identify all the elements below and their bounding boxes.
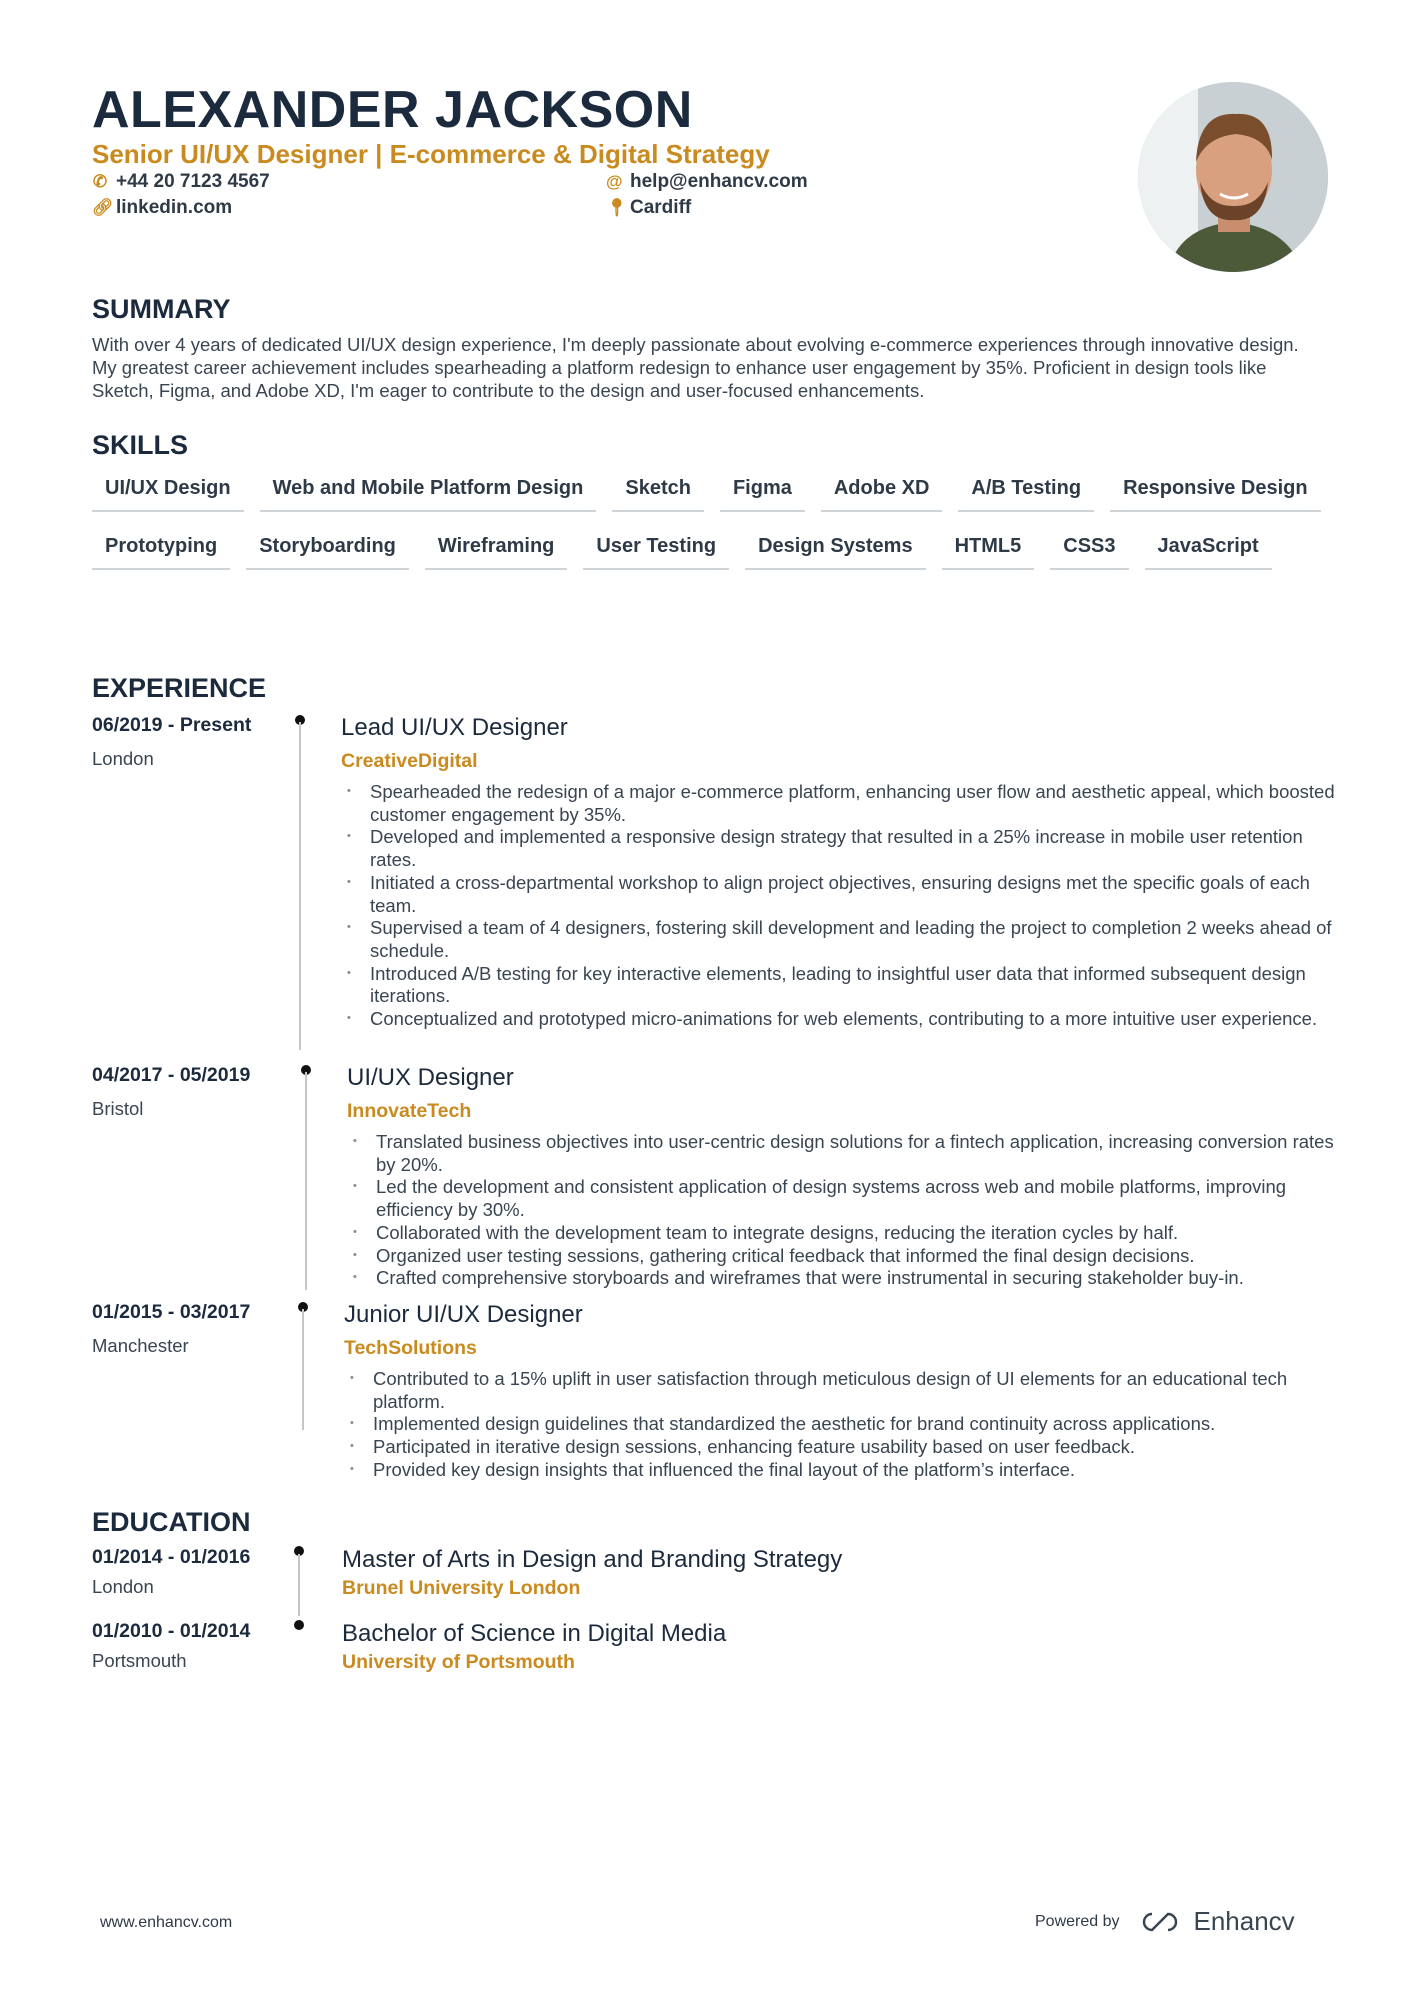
experience-heading: EXPERIENCE (92, 673, 267, 703)
bullet-item: • Spearheaded the redesign of a major e-commerce platform, enhancing user flow and aesthetic appeal, which boosted customer engagement by 35%. (341, 781, 1337, 826)
location-text: Cardiff (630, 197, 692, 218)
website-link[interactable]: www.enhancv.com (100, 1914, 233, 1931)
skill-tag: CSS3 (1050, 533, 1128, 570)
summary-heading: SUMMARY (92, 294, 231, 324)
bullet-list (344, 1368, 1337, 1482)
skills-list (92, 475, 1332, 570)
bullet-item: • Developed and implemented a responsive design strategy that resulted in a 25% increase in mobile user retention rates. (341, 826, 1337, 871)
bullet-item: • Contributed to a 15% uplift in user satisfaction through meticulous design of UI elements for an educational tech platform. (344, 1368, 1337, 1413)
location (606, 197, 691, 219)
bullet-item: • Conceptualized and prototyped micro-animations for web elements, contributing to a more intuitive user experience. (341, 1008, 1337, 1031)
skill-tag: UI/UX Design (92, 475, 244, 512)
experience-date: 06/2019 - Present (92, 714, 252, 736)
company-name: TechSolutions (344, 1337, 477, 1359)
timeline-dot (294, 1620, 304, 1630)
experience-location: London (92, 748, 154, 769)
school-name: Brunel University London (342, 1577, 581, 1599)
skill-tag: User Testing (583, 533, 729, 570)
skill-tag: JavaScript (1145, 533, 1272, 570)
phone-text: +44 20 7123 4567 (116, 171, 270, 192)
bullet-item: • Implemented design guidelines that standardized the aesthetic for brand continuity across applications. (344, 1413, 1337, 1436)
bullet-item: • Collaborated with the development team to integrate designs, reducing the iteration cycles by half. (347, 1222, 1337, 1245)
linkedin[interactable] (92, 197, 232, 219)
skill-tag: Prototyping (92, 533, 230, 570)
company-name: CreativeDigital (341, 750, 478, 772)
job-title: UI/UX Designer (347, 1064, 514, 1091)
summary-text: With over 4 years of dedicated UI/UX design experience, I'm deeply passionate about evolving e-commerce experiences through innovative design. My greatest career achievement includes spearheading a platform redesign to enhance user engagement by 35%. Proficient in design tools like Sketch, Figma, and Adobe XD, I'm eager to contribute to the design and user-focused enhancements. (92, 334, 1299, 401)
powered-by (1035, 1906, 1295, 1937)
enhancv-logo (1138, 1906, 1295, 1937)
skill-tag: A/B Testing (958, 475, 1094, 512)
candidate-name: ALEXANDER JACKSON (92, 81, 693, 139)
skill-tag: Adobe XD (821, 475, 943, 512)
experience-date: 01/2015 - 03/2017 (92, 1301, 251, 1323)
job-title: Junior UI/UX Designer (344, 1301, 583, 1328)
bullet-item: • Translated business objectives into user-centric design solutions for a fintech application, increasing conversion rates by 20%. (347, 1131, 1337, 1176)
bullet-item: • Supervised a team of 4 designers, fostering skill development and leading the project to completion 2 weeks ahead of schedule. (341, 917, 1337, 962)
bullet-list (347, 1131, 1337, 1290)
experience-content (344, 1301, 1337, 1482)
education-content (342, 1620, 726, 1674)
experience-content (341, 714, 1337, 1031)
degree: Bachelor of Science in Digital Media (342, 1620, 727, 1647)
timeline-line (302, 1309, 304, 1430)
link-icon: 🔗︎ (92, 198, 114, 217)
powered-by-text: Powered by (1035, 1912, 1120, 1930)
skills-heading: SKILLS (92, 430, 189, 460)
experience-date: 04/2017 - 05/2019 (92, 1064, 251, 1086)
skill-tag: Wireframing (425, 533, 568, 570)
experience-location: Manchester (92, 1335, 189, 1356)
bullet-item: • Led the development and consistent application of design systems across web and mobile platforms, improving efficiency by 30%. (347, 1176, 1337, 1221)
bullet-item: • Initiated a cross-departmental workshop to align project objectives, ensuring designs met the specific goals of each team. (341, 872, 1337, 917)
profile-photo (1138, 82, 1328, 272)
school-name: University of Portsmouth (342, 1651, 575, 1673)
skill-tag: Responsive Design (1110, 475, 1321, 512)
job-title: Lead UI/UX Designer (341, 714, 568, 741)
location-pin-icon: 📍︎ (606, 198, 628, 217)
timeline-line (305, 1072, 307, 1290)
education-date: 01/2010 - 01/2014 (92, 1620, 251, 1642)
timeline-line (299, 722, 301, 1050)
degree: Master of Arts in Design and Branding Strategy (342, 1546, 843, 1573)
timeline-line (298, 1554, 300, 1616)
education-location: London (92, 1576, 154, 1597)
bullet-item: • Provided key design insights that influenced the final layout of the platform’s interface. (344, 1459, 1337, 1482)
skill-tag: Web and Mobile Platform Design (260, 475, 597, 512)
company-name: InnovateTech (347, 1100, 472, 1122)
education-location: Portsmouth (92, 1650, 187, 1671)
education-date: 01/2014 - 01/2016 (92, 1546, 251, 1568)
bullet-item: • Participated in iterative design sessions, enhancing feature usability based on user feedback. (344, 1436, 1337, 1459)
skill-tag: Storyboarding (246, 533, 409, 570)
phone-icon: ✆ (92, 172, 108, 191)
bullet-item: • Crafted comprehensive storyboards and wireframes that were instrumental in securing stakeholder buy-in. (347, 1267, 1337, 1290)
bullet-item: • Introduced A/B testing for key interactive elements, leading to insightful user data that informed subsequent design iterations. (341, 963, 1337, 1008)
skill-tag: Sketch (612, 475, 704, 512)
at-icon: @ (606, 172, 623, 191)
candidate-title: Senior UI/UX Designer | E-commerce & Digital Strategy (92, 139, 770, 169)
bullet-item: • Organized user testing sessions, gathering critical feedback that informed the final design decisions. (347, 1245, 1337, 1268)
skill-tag: Design Systems (745, 533, 926, 570)
education-heading: EDUCATION (92, 1507, 251, 1537)
skill-tag: HTML5 (942, 533, 1035, 570)
email[interactable] (606, 171, 808, 193)
phone (92, 171, 270, 193)
enhancv-logo-icon (1138, 1910, 1184, 1934)
experience-location: Bristol (92, 1098, 144, 1119)
bullet-list (341, 781, 1337, 1031)
linkedin-text[interactable]: linkedin.com (116, 197, 233, 218)
brand-text: Enhancv (1193, 1906, 1295, 1936)
skill-tag: Figma (720, 475, 805, 512)
email-text[interactable]: help@enhancv.com (630, 171, 808, 192)
experience-content (347, 1064, 1337, 1290)
education-content (342, 1546, 842, 1600)
